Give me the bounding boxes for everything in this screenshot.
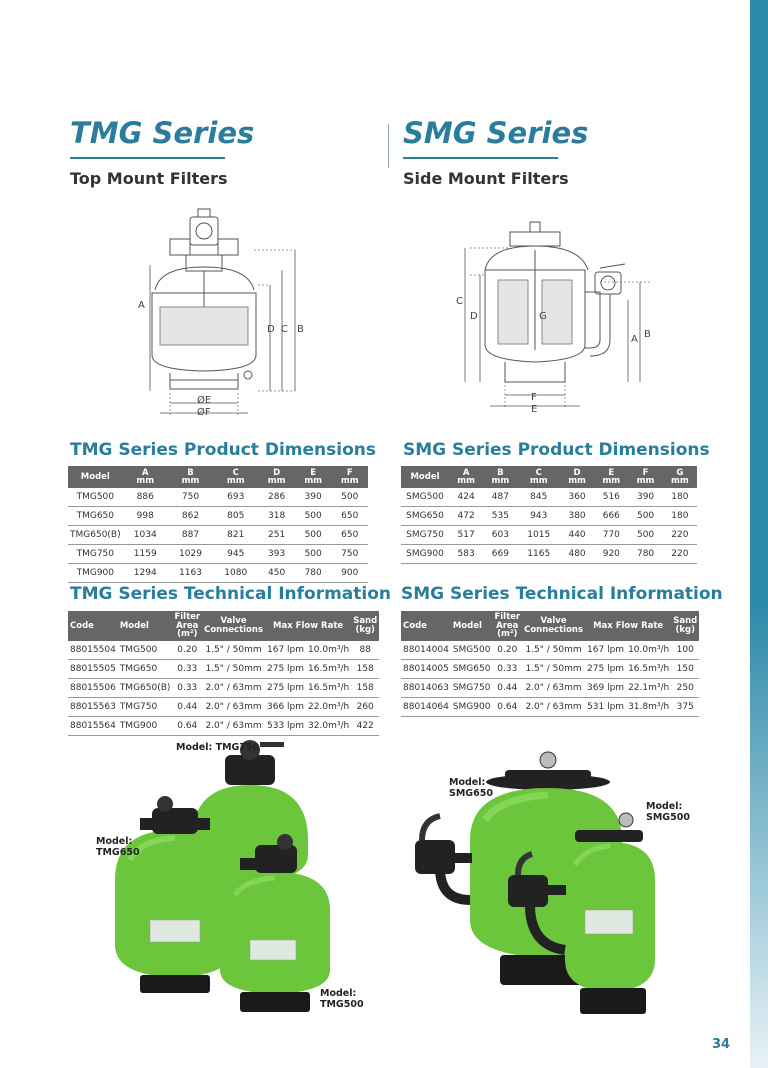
table-row <box>401 678 699 697</box>
smg-filters-photo <box>400 750 690 1020</box>
caption-tmg650: Model: TMG650 <box>96 836 140 858</box>
table-cell: 0.33 <box>172 678 202 697</box>
table-row <box>401 659 699 678</box>
table-cell: 0.33 <box>492 659 522 678</box>
table-cell: 250 <box>671 678 699 697</box>
table-cell: 16.5m³/h <box>306 678 351 697</box>
table-cell: 158 <box>351 678 379 697</box>
table-cell: 88015504 <box>68 641 118 660</box>
table-header-cell: Filter Area (m²) <box>494 612 521 639</box>
smg-label-e: E <box>531 404 538 415</box>
table-cell: 375 <box>671 697 699 716</box>
table-cell: 535 <box>483 507 517 526</box>
table-cell: 424 <box>449 488 483 507</box>
table-cell: 1.5" / 50mm <box>522 641 585 660</box>
table-row <box>401 697 699 716</box>
tmg-filters-photo <box>100 730 360 1020</box>
table-cell: SMG750 <box>451 678 493 697</box>
tmg-label-e: ØE <box>197 395 212 406</box>
table-cell: 780 <box>295 564 332 583</box>
table-cell: 516 <box>594 488 628 507</box>
table-cell: 1029 <box>168 545 213 564</box>
smg-technical-table <box>401 611 699 717</box>
table-cell: TMG750 <box>118 697 173 716</box>
table-cell: 450 <box>258 564 295 583</box>
table-header-cell: Sand (kg) <box>671 611 699 641</box>
table-header-cell: Model <box>118 611 173 641</box>
tmg-label-b: B <box>297 324 304 335</box>
table-cell: 0.20 <box>492 641 522 660</box>
table-cell: 1.5" / 50mm <box>202 641 265 660</box>
tmg-label-d: D <box>267 324 275 335</box>
tmg-dimensions-table <box>68 466 368 583</box>
tmg-label-f: ØF <box>197 407 211 418</box>
table-row <box>68 488 368 507</box>
table-cell: TMG650 <box>68 507 123 526</box>
page-number: 34 <box>712 1037 731 1052</box>
table-cell: 472 <box>449 507 483 526</box>
smg-series-title: SMG Series <box>403 116 589 150</box>
table-cell: 0.64 <box>172 716 202 735</box>
table-row <box>68 678 379 697</box>
table-cell: 88014064 <box>401 697 451 716</box>
table-cell: 1.5" / 50mm <box>522 659 585 678</box>
table-header-cell: A mm <box>123 466 168 488</box>
table-header-cell: D mm <box>258 466 295 488</box>
table-cell: 2.0" / 63mm <box>522 697 585 716</box>
caption-smg650: Model: SMG650 <box>449 777 493 799</box>
table-cell: 260 <box>351 697 379 716</box>
table-cell: TMG650 <box>118 659 173 678</box>
table-cell: 275 lpm <box>585 659 626 678</box>
table-cell: 998 <box>123 507 168 526</box>
table-cell: 16.5m³/h <box>306 659 351 678</box>
table-cell: 167 lpm <box>265 641 306 660</box>
smg-tech-heading: SMG Series Technical Information <box>401 584 723 604</box>
table-cell: SMG500 <box>451 641 493 660</box>
table-header-cell: Valve Connections <box>522 611 585 641</box>
table-cell: SMG650 <box>401 507 449 526</box>
smg-label-c: C <box>456 296 463 307</box>
table-cell: 750 <box>331 545 368 564</box>
tmg-label-c: C <box>281 324 288 335</box>
table-cell: 22.0m³/h <box>306 697 351 716</box>
tmg-title-rule <box>70 157 225 159</box>
table-header-cell: C mm <box>518 466 560 488</box>
table-cell: 487 <box>483 488 517 507</box>
table-cell: 366 lpm <box>265 697 306 716</box>
table-header-cell: B mm <box>483 466 517 488</box>
table-cell: 286 <box>258 488 295 507</box>
table-cell: SMG500 <box>401 488 449 507</box>
table-cell: SMG650 <box>451 659 493 678</box>
table-header-cell: A mm <box>449 466 483 488</box>
table-cell: 150 <box>671 659 699 678</box>
table-row <box>68 641 379 660</box>
table-cell: 275 lpm <box>265 678 306 697</box>
table-cell: 517 <box>449 526 483 545</box>
table-cell: 393 <box>258 545 295 564</box>
table-cell: 180 <box>663 507 697 526</box>
table-header-cell: F mm <box>628 466 662 488</box>
table-cell: 88014004 <box>401 641 451 660</box>
caption-smg500: Model: SMG500 <box>646 801 690 823</box>
table-cell: 2.0" / 63mm <box>522 678 585 697</box>
tmg-dims-heading: TMG Series Product Dimensions <box>70 440 376 460</box>
table-cell: 318 <box>258 507 295 526</box>
table-cell: 1165 <box>518 545 560 564</box>
table-cell: 369 lpm <box>585 678 626 697</box>
table-cell: 666 <box>594 507 628 526</box>
tmg-technical-table <box>68 611 379 736</box>
table-cell: 220 <box>663 545 697 564</box>
table-header-cell: Filter Area (m²) <box>174 612 201 639</box>
table-cell: TMG500 <box>118 641 173 660</box>
tmg-label-a: A <box>138 300 145 311</box>
table-cell: 390 <box>628 488 662 507</box>
table-cell: 805 <box>213 507 258 526</box>
table-cell: 845 <box>518 488 560 507</box>
smg-label-d: D <box>470 311 478 322</box>
table-cell: 10.0m³/h <box>306 641 351 660</box>
table-cell: 0.33 <box>172 659 202 678</box>
table-cell: 1159 <box>123 545 168 564</box>
table-header-cell: Code <box>68 611 118 641</box>
table-row <box>68 545 368 564</box>
table-header-cell: G mm <box>663 466 697 488</box>
smg-title-rule <box>403 157 558 159</box>
table-cell: 500 <box>295 507 332 526</box>
table-cell: 650 <box>331 507 368 526</box>
table-cell: 88014063 <box>401 678 451 697</box>
table-header-cell: E mm <box>295 466 332 488</box>
table-cell: 862 <box>168 507 213 526</box>
table-cell: 251 <box>258 526 295 545</box>
table-cell: 920 <box>594 545 628 564</box>
table-cell: 500 <box>628 526 662 545</box>
table-cell: 770 <box>594 526 628 545</box>
table-cell: 88015563 <box>68 697 118 716</box>
table-cell: 440 <box>560 526 594 545</box>
table-row <box>68 659 379 678</box>
side-color-bar <box>750 0 768 1068</box>
table-cell: TMG900 <box>68 564 123 583</box>
table-header-cell: Max Flow Rate <box>265 611 351 641</box>
smg-label-a: A <box>631 334 638 345</box>
table-cell: 31.8m³/h <box>626 697 671 716</box>
table-cell: TMG750 <box>68 545 123 564</box>
table-row <box>401 488 697 507</box>
table-cell: 16.5m³/h <box>626 659 671 678</box>
table-cell: 88015564 <box>68 716 118 735</box>
table-cell: 780 <box>628 545 662 564</box>
table-cell: 275 lpm <box>265 659 306 678</box>
table-cell: 88015505 <box>68 659 118 678</box>
table-cell: 1015 <box>518 526 560 545</box>
table-cell: 380 <box>560 507 594 526</box>
table-header-cell: F mm <box>331 466 368 488</box>
table-cell: 10.0m³/h <box>626 641 671 660</box>
table-cell: 158 <box>351 659 379 678</box>
table-cell: 180 <box>663 488 697 507</box>
table-cell: TMG500 <box>68 488 123 507</box>
table-cell: 531 lpm <box>585 697 626 716</box>
table-cell: 88 <box>351 641 379 660</box>
table-cell: 0.44 <box>492 678 522 697</box>
table-cell: SMG900 <box>451 697 493 716</box>
caption-tmg750: Model: TMG750 <box>176 742 260 753</box>
table-cell: 2.0" / 63mm <box>202 697 265 716</box>
table-header-cell: B mm <box>168 466 213 488</box>
table-row <box>68 564 368 583</box>
table-cell: 821 <box>213 526 258 545</box>
table-cell: 0.64 <box>492 697 522 716</box>
table-cell: 945 <box>213 545 258 564</box>
table-cell: 1294 <box>123 564 168 583</box>
table-header-cell: E mm <box>594 466 628 488</box>
table-cell: 100 <box>671 641 699 660</box>
table-header-cell: Max Flow Rate <box>585 611 671 641</box>
smg-dims-heading: SMG Series Product Dimensions <box>403 440 710 460</box>
table-cell: 500 <box>628 507 662 526</box>
table-cell: SMG750 <box>401 526 449 545</box>
table-cell: 603 <box>483 526 517 545</box>
table-header-cell: Code <box>401 611 451 641</box>
table-cell: 650 <box>331 526 368 545</box>
table-cell: 500 <box>295 526 332 545</box>
table-cell: 887 <box>168 526 213 545</box>
tmg-tech-heading: TMG Series Technical Information <box>70 584 392 604</box>
table-cell: TMG900 <box>118 716 173 735</box>
table-header-cell: Valve Connections <box>202 611 265 641</box>
tmg-subtitle: Top Mount Filters <box>70 169 228 188</box>
table-cell: 220 <box>663 526 697 545</box>
table-cell: 693 <box>213 488 258 507</box>
table-cell: 900 <box>331 564 368 583</box>
table-cell: 750 <box>168 488 213 507</box>
table-cell: 88015506 <box>68 678 118 697</box>
smg-label-f: F <box>531 392 537 403</box>
tmg-series-title: TMG Series <box>70 116 255 150</box>
table-row <box>68 507 368 526</box>
table-cell: 533 lpm <box>265 716 306 735</box>
table-cell: 2.0" / 63mm <box>202 678 265 697</box>
table-cell: 360 <box>560 488 594 507</box>
tmg-dimension-diagram <box>130 205 320 420</box>
table-cell: 669 <box>483 545 517 564</box>
table-cell: 88014005 <box>401 659 451 678</box>
table-row <box>401 641 699 660</box>
table-cell: 422 <box>351 716 379 735</box>
smg-dimensions-table <box>401 466 697 564</box>
table-cell: 390 <box>295 488 332 507</box>
table-row <box>68 697 379 716</box>
smg-subtitle: Side Mount Filters <box>403 169 569 188</box>
table-header-cell: D mm <box>560 466 594 488</box>
table-cell: 886 <box>123 488 168 507</box>
table-cell: 0.44 <box>172 697 202 716</box>
table-cell: 480 <box>560 545 594 564</box>
table-header-cell: Model <box>451 611 493 641</box>
smg-label-g: G <box>539 311 547 322</box>
table-cell: 167 lpm <box>585 641 626 660</box>
table-cell: TMG650(B) <box>68 526 123 545</box>
table-cell: 1.5" / 50mm <box>202 659 265 678</box>
smg-label-b: B <box>644 329 651 340</box>
table-header-cell: Model <box>401 466 449 488</box>
table-cell: 1034 <box>123 526 168 545</box>
column-divider <box>388 124 389 168</box>
table-cell: 32.0m³/h <box>306 716 351 735</box>
table-cell: 1080 <box>213 564 258 583</box>
table-cell: 2.0" / 63mm <box>202 716 265 735</box>
table-cell: SMG900 <box>401 545 449 564</box>
table-cell: 500 <box>331 488 368 507</box>
table-row <box>401 545 697 564</box>
table-cell: TMG650(B) <box>118 678 173 697</box>
table-cell: 1163 <box>168 564 213 583</box>
table-cell: 0.20 <box>172 641 202 660</box>
table-row <box>401 507 697 526</box>
table-row <box>401 526 697 545</box>
table-cell: 583 <box>449 545 483 564</box>
table-cell: 500 <box>295 545 332 564</box>
table-row <box>68 526 368 545</box>
table-header-cell: C mm <box>213 466 258 488</box>
table-cell: 943 <box>518 507 560 526</box>
caption-tmg500: Model: TMG500 <box>320 988 364 1010</box>
smg-dimension-diagram <box>450 220 660 415</box>
table-header-cell: Model <box>68 466 123 488</box>
table-cell: 22.1m³/h <box>626 678 671 697</box>
table-header-cell: Sand (kg) <box>351 611 379 641</box>
